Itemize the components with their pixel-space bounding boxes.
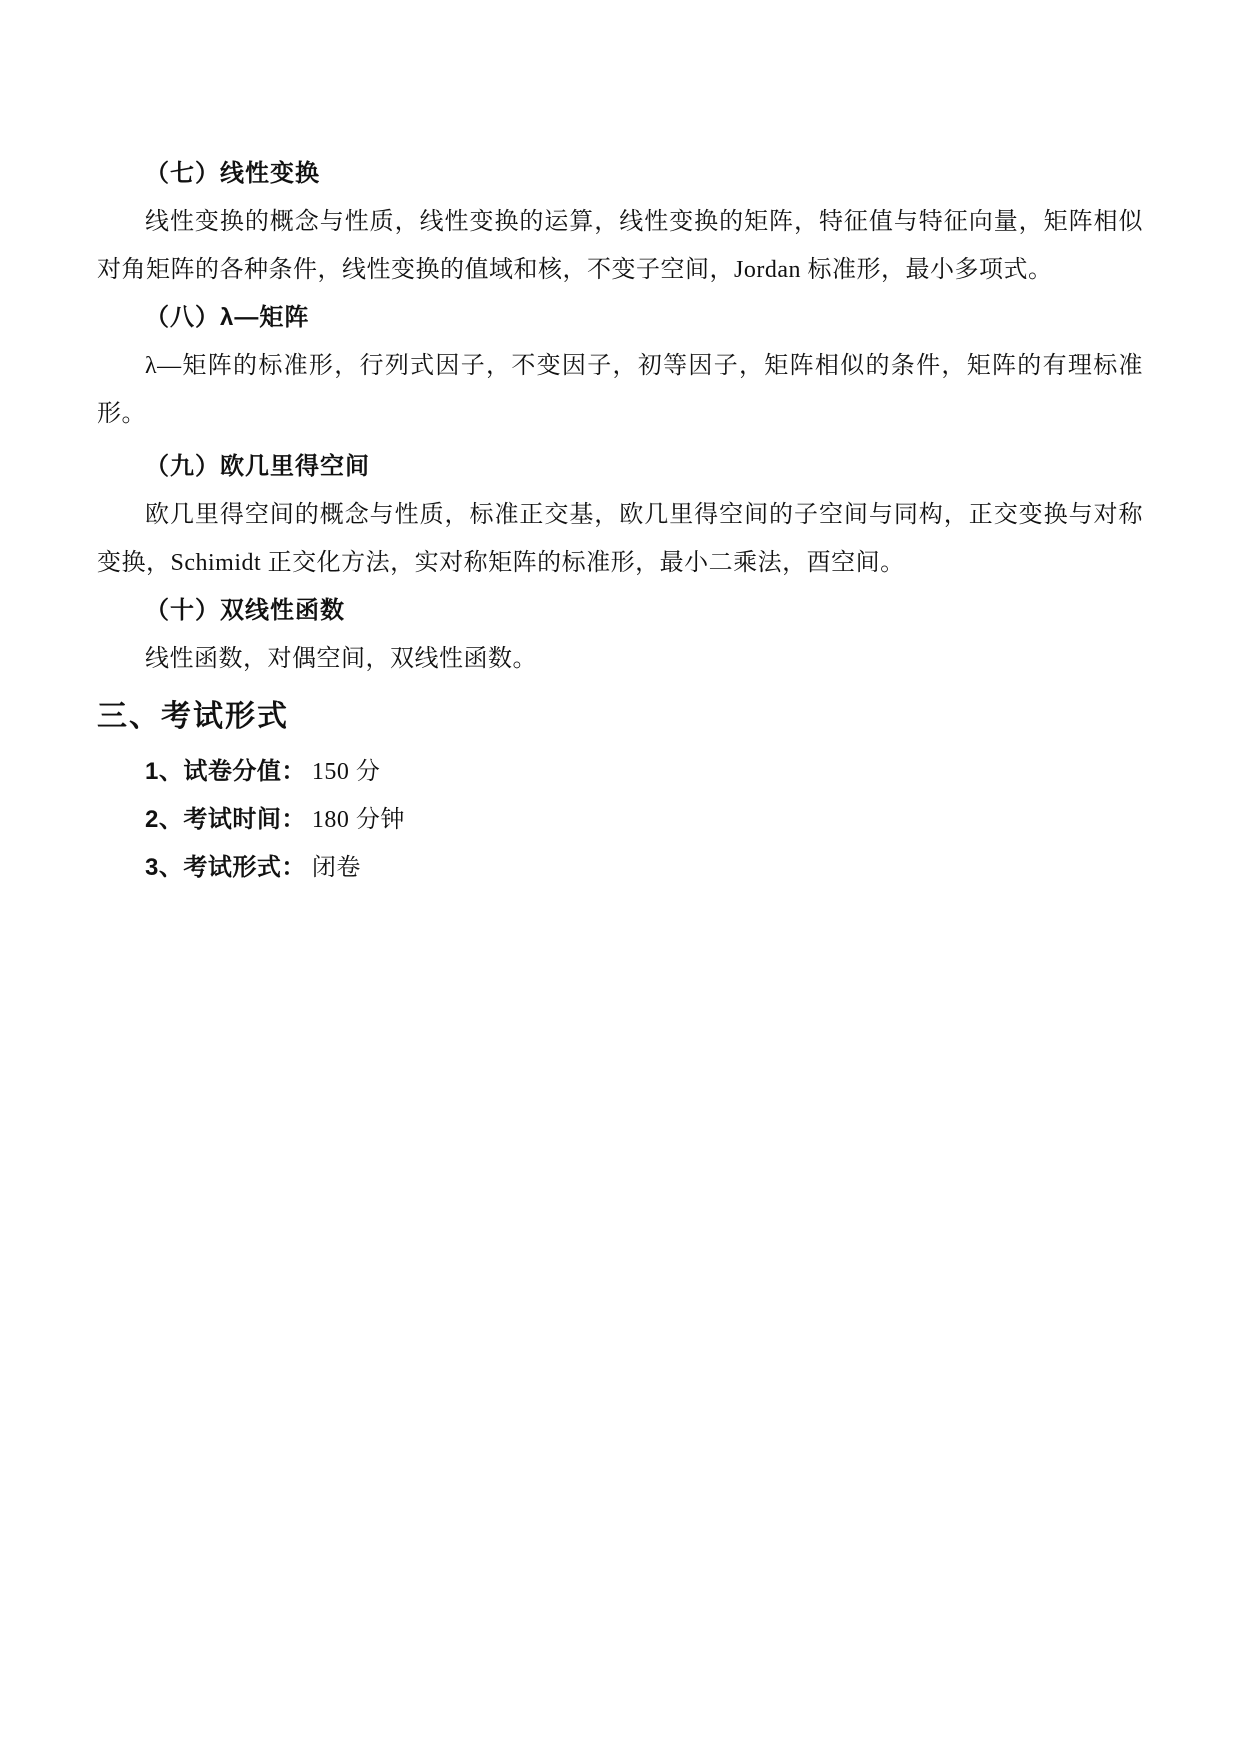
exam-item-type-label: 3、考试形式：	[145, 854, 306, 881]
section-10-heading: （十）双线性函数	[145, 597, 345, 624]
exam-item-duration-value: 180 分钟	[311, 807, 405, 833]
section-8-paragraph: λ—矩阵的标准形，行列式因子，不变因子，初等因子，矩阵相似的条件，矩阵的有理标准形。	[97, 353, 1143, 427]
section-9-heading: （九）欧几里得空间	[145, 453, 370, 480]
exam-item-score-value: 150 分	[311, 759, 381, 785]
exam-item-type-value: 闭卷	[311, 855, 361, 881]
document-content	[97, 150, 1143, 892]
section-9-paragraph: 欧几里得空间的概念与性质，标准正交基，欧几里得空间的子空间与同构，正交变换与对称变换，Schimidt 正交化方法，实对称矩阵的标准形，最小二乘法，酉空间。	[97, 502, 1143, 576]
exam-format-heading: 三、考试形式	[97, 700, 289, 733]
section-10-paragraph: 线性函数，对偶空间，双线性函数。	[145, 646, 537, 672]
exam-item-score	[97, 748, 1143, 796]
section-8-heading: （八）λ—矩阵	[145, 304, 310, 331]
exam-item-duration	[97, 796, 1143, 844]
exam-item-duration-label: 2、考试时间：	[145, 806, 306, 833]
section-7-heading: （七）线性变换	[145, 160, 320, 187]
exam-item-score-label: 1、试卷分值：	[145, 758, 306, 785]
exam-item-type	[97, 844, 1143, 892]
section-7-paragraph: 线性变换的概念与性质，线性变换的运算，线性变换的矩阵，特征值与特征向量，矩阵相似对角矩阵的各种条件，线性变换的值域和核，不变子空间，Jordan 标准形，最小多项式。	[97, 209, 1143, 283]
